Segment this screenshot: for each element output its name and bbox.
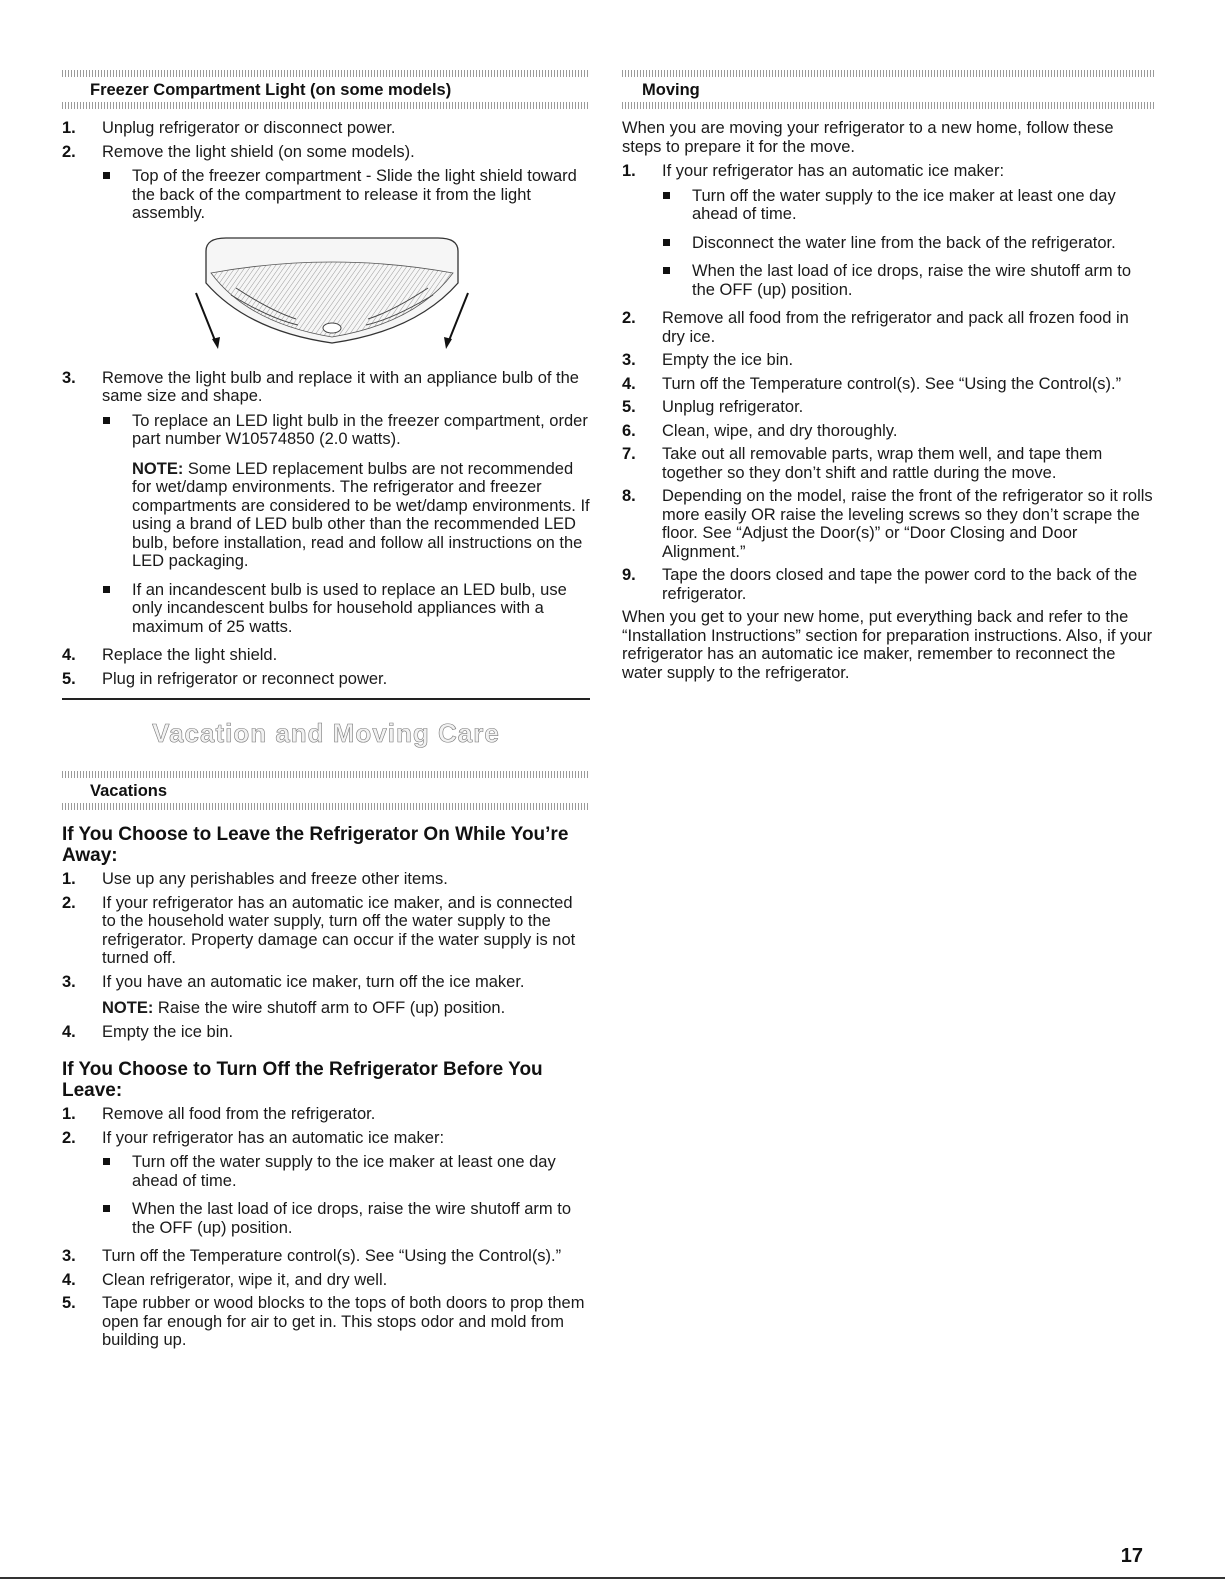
step-number: 1. <box>62 870 76 888</box>
step-number: 2. <box>62 893 76 912</box>
bullet-list <box>662 187 1154 300</box>
step-number: 7. <box>622 445 636 463</box>
step-text: Tape the doors closed and tape the power cord to the back of the refrigerator. <box>662 566 1138 603</box>
leave-on-steps <box>62 870 590 1041</box>
list-item <box>62 369 590 637</box>
step-text: Clean refrigerator, wipe it, and dry well. <box>102 1270 388 1289</box>
list-item <box>62 119 590 138</box>
step-number: 9. <box>622 566 636 584</box>
bullet-item: When the last load of ice drops, raise the wire shutoff arm to the OFF (up) position. <box>102 1200 590 1237</box>
step-text: Remove the light bulb and replace it with an appliance bulb of the same size and shape. <box>102 368 579 405</box>
list-item <box>622 566 1154 603</box>
bullet-list <box>102 167 590 223</box>
step-number: 1. <box>62 1105 76 1123</box>
list-item <box>622 309 1154 346</box>
step-number: 3. <box>62 368 76 387</box>
list-item <box>62 1271 590 1290</box>
list-item <box>622 487 1154 561</box>
step-number: 4. <box>622 374 636 393</box>
bullet-item: Turn off the water supply to the ice maker at least one day ahead of time. <box>102 1153 590 1190</box>
step-text: Depending on the model, raise the front of the refrigerator so it rolls more easily OR raise the leveling screws so they don’t scrape the floor. See “Adjust the Door(s)” or “Door Closing and Door Alignment.” <box>662 487 1153 561</box>
bullet-item: When the last load of ice drops, raise the wire shutoff arm to the OFF (up) position. <box>662 262 1154 299</box>
list-item <box>62 670 590 689</box>
step-text: If your refrigerator has an automatic ice maker: <box>662 162 1005 180</box>
turn-off-steps <box>62 1105 590 1350</box>
step-text: Tape rubber or wood blocks to the tops of both doors to prop them open far enough for air to get in. This stops odor and mold from building up. <box>102 1294 585 1349</box>
hatch-rule <box>62 771 590 778</box>
step-text: If you have an automatic ice maker, turn off the ice maker. <box>102 972 525 991</box>
moving-heading: Moving <box>642 81 700 99</box>
hatch-rule <box>62 803 590 810</box>
turn-off-title: If You Choose to Turn Off the Refrigerator Before You Leave: <box>62 1059 543 1101</box>
bullet-item: Turn off the water supply to the ice maker at least one day ahead of time. <box>662 187 1154 224</box>
step-text: Unplug refrigerator. <box>662 398 804 416</box>
step-text: Unplug refrigerator or disconnect power. <box>102 119 396 137</box>
bottom-rule <box>0 1577 1225 1579</box>
step-number: 2. <box>62 142 76 161</box>
step-number: 3. <box>62 972 76 991</box>
step-number: 8. <box>622 487 636 505</box>
light-shield-illustration <box>62 233 590 353</box>
freezer-light-header <box>62 70 590 109</box>
step-number: 3. <box>62 1247 76 1265</box>
moving-intro: When you are moving your refrigerator to a new home, follow these steps to prepare it for the move. <box>622 119 1114 156</box>
list-item <box>622 445 1154 482</box>
freezer-light-heading: Freezer Compartment Light (on some models) <box>90 81 452 99</box>
hatch-rule <box>62 102 590 109</box>
list-item <box>622 375 1154 394</box>
step-number: 4. <box>62 1270 76 1289</box>
list-item <box>622 398 1154 417</box>
step-number: 5. <box>62 669 76 688</box>
step-text: Clean, wipe, and dry thoroughly. <box>662 421 898 440</box>
list-item <box>62 870 590 889</box>
step-text: If your refrigerator has an automatic ice maker: <box>102 1128 445 1147</box>
right-column <box>622 70 1154 688</box>
bullet-item <box>102 412 590 571</box>
vacations-header <box>62 771 590 810</box>
list-item <box>62 1023 590 1042</box>
vacations-heading: Vacations <box>90 782 168 800</box>
step-text: Remove all food from the refrigerator and pack all frozen food in dry ice. <box>662 309 1129 346</box>
step-number: 2. <box>622 309 636 327</box>
note <box>102 999 590 1018</box>
step-text: Turn off the Temperature control(s). See “Using the Control(s).” <box>102 1247 562 1265</box>
note-label: NOTE: <box>132 459 184 478</box>
bullet-item: Top of the freezer compartment - Slide the light shield toward the back of the compartment to release it from the light assembly. <box>102 167 590 223</box>
bullet-item: Disconnect the water line from the back of the refrigerator. <box>662 234 1154 253</box>
step-text: Remove all food from the refrigerator. <box>102 1105 376 1123</box>
list-item <box>62 973 590 1018</box>
moving-steps <box>622 162 1154 603</box>
freezer-light-steps-continued <box>62 369 590 689</box>
list-item <box>62 143 590 223</box>
hatch-rule <box>622 70 1154 77</box>
step-text: Replace the light shield. <box>102 646 278 664</box>
step-text: Empty the ice bin. <box>102 1022 234 1041</box>
leave-on-title: If You Choose to Leave the Refrigerator On While You’re Away: <box>62 824 569 866</box>
hatch-rule <box>622 102 1154 109</box>
step-text: Take out all removable parts, wrap them well, and tape them together so they don’t shift and rattle during the move. <box>662 445 1103 482</box>
step-number: 4. <box>62 646 76 664</box>
list-item <box>62 894 590 968</box>
note-text: Raise the wire shutoff arm to OFF (up) position. <box>153 999 506 1017</box>
note-text: Some LED replacement bulbs are not recommended for wet/damp environments. The refrigerator and freezer compartments are considered to be wet/damp environments. If using a brand of LED bulb other than the recommended LED bulb, before installation, read and follow all instructions on the LED packaging. <box>132 459 590 570</box>
moving-outro: When you get to your new home, put everything back and refer to the “Installation Instructions” section for preparation instructions. Also, if your refrigerator has an automatic ice maker, remember to reconnect the water supply to the refrigerator. <box>622 608 1153 682</box>
list-item <box>622 162 1154 299</box>
list-item <box>622 422 1154 441</box>
bullet-text: To replace an LED light bulb in the freezer compartment, order part number W10574850 (2.0 watts). <box>132 411 588 448</box>
step-number: 5. <box>622 398 636 416</box>
bullet-list <box>102 1153 590 1237</box>
list-item <box>62 1247 590 1266</box>
bullet-item: If an incandescent bulb is used to replace an LED bulb, use only incandescent bulbs for household appliances with a maximum of 25 watts. <box>102 581 590 637</box>
list-item <box>62 646 590 665</box>
section-title: Vacation and Moving Care <box>152 718 500 748</box>
note <box>132 460 590 571</box>
left-column <box>62 70 590 1355</box>
hatch-rule <box>62 70 590 77</box>
list-item <box>62 1294 590 1350</box>
step-number: 1. <box>622 162 636 180</box>
step-number: 1. <box>62 119 76 137</box>
step-text: Turn off the Temperature control(s). See “Using the Control(s).” <box>662 374 1122 393</box>
moving-header <box>622 70 1154 109</box>
note-label: NOTE: <box>102 999 154 1017</box>
step-number: 6. <box>622 421 636 440</box>
step-number: 2. <box>62 1128 76 1147</box>
bullet-list <box>102 412 590 637</box>
step-number: 3. <box>622 351 636 369</box>
step-text: Plug in refrigerator or reconnect power. <box>102 669 388 688</box>
step-number: 4. <box>62 1022 76 1041</box>
step-number: 5. <box>62 1294 76 1312</box>
section-divider <box>62 698 590 700</box>
list-item <box>62 1105 590 1124</box>
list-item <box>622 351 1154 370</box>
step-text: If your refrigerator has an automatic ice maker, and is connected to the household water supply, turn off the water supply to the refrigerator. Property damage can occur if the water supply is not turned off. <box>102 893 576 967</box>
freezer-light-steps <box>62 119 590 223</box>
page-number: 17 <box>1120 1545 1143 1567</box>
step-text: Empty the ice bin. <box>662 351 794 369</box>
step-text: Use up any perishables and freeze other items. <box>102 870 448 888</box>
step-text: Remove the light shield (on some models). <box>102 142 415 161</box>
list-item <box>62 1129 590 1238</box>
